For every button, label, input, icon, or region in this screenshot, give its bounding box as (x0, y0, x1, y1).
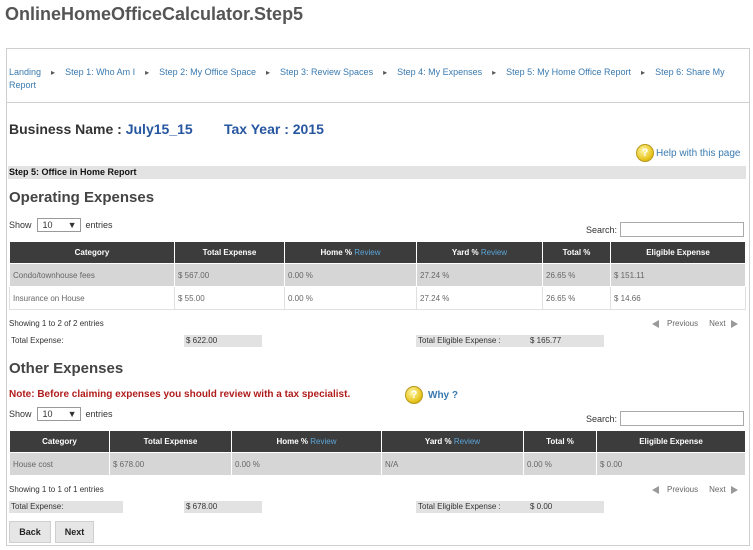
previous-arrow-icon (652, 486, 659, 494)
column-home-label: Home % (276, 437, 309, 446)
column-home-label: Home % (320, 248, 353, 257)
next-arrow-icon (731, 486, 738, 494)
tax-year (224, 121, 324, 137)
column-home-pct[interactable] (285, 242, 417, 264)
breadcrumb-step-6[interactable]: Step 6: Share My Report (9, 67, 725, 90)
breadcrumb-separator-icon: ▸ (383, 68, 388, 77)
next-step-button[interactable]: Next (55, 521, 94, 543)
breadcrumb-separator-icon: ▸ (145, 68, 150, 77)
column-yard-pct[interactable] (417, 242, 543, 264)
total-expense-label: Total Expense: (9, 335, 129, 347)
chevron-down-icon: ▼ (67, 409, 77, 419)
breadcrumb-separator-icon: ▸ (266, 68, 271, 77)
cell-total-pct: 0.00 % (524, 453, 597, 476)
entries-select[interactable] (37, 407, 81, 421)
tax-year-value: 2015 (292, 121, 324, 137)
column-yard-label: Yard % (451, 248, 479, 257)
cell-total-pct: 26.65 % (543, 287, 611, 310)
help-link[interactable] (636, 144, 741, 162)
question-icon: ? (636, 144, 654, 162)
cell-yard-pct: N/A (382, 453, 524, 476)
column-category[interactable]: Category (10, 242, 175, 264)
entries-select[interactable] (37, 218, 81, 232)
column-total-pct[interactable]: Total % (524, 431, 597, 453)
home-review-link[interactable]: Review (310, 437, 337, 446)
search-label: Search: (586, 413, 618, 424)
home-review-link[interactable]: Review (354, 248, 381, 257)
table-header-row (10, 431, 746, 453)
breadcrumb-separator-icon: ▸ (641, 68, 646, 77)
yard-review-link[interactable]: Review (480, 248, 508, 257)
total-eligible-label: Total Eligible Expense : (416, 501, 528, 513)
operating-search (586, 222, 744, 237)
page-title: OnlineHomeOfficeCalculator.Step5 (5, 4, 304, 24)
other-length-control (9, 407, 113, 421)
other-expenses-table (9, 430, 746, 476)
step-header: Step 5: Office in Home Report (8, 166, 746, 179)
previous-arrow-icon (652, 320, 659, 328)
entries-label: entries (85, 409, 113, 419)
total-expense-label: Total Expense: (9, 501, 123, 513)
column-yard-pct[interactable] (382, 431, 524, 453)
business-name (9, 121, 193, 137)
cell-category: House cost (10, 453, 110, 476)
breadcrumb (9, 66, 744, 92)
column-category[interactable]: Category (10, 431, 110, 453)
other-expenses-title: Other Expenses (9, 360, 124, 377)
breadcrumb-step-5[interactable]: Step 5: My Home Office Report (506, 67, 632, 77)
chevron-down-icon: ▼ (67, 220, 77, 230)
cell-total-expense: $ 567.00 (175, 264, 285, 287)
why-link[interactable] (405, 386, 458, 404)
cell-total-pct: 26.65 % (543, 264, 611, 287)
next-button[interactable]: Next (709, 319, 726, 328)
search-input[interactable] (620, 222, 744, 237)
business-name-label: Business Name : (9, 121, 122, 137)
column-total-pct[interactable]: Total % (543, 242, 611, 264)
table-row (10, 287, 746, 310)
back-button[interactable]: Back (9, 521, 51, 543)
cell-home-pct: 0.00 % (285, 264, 417, 287)
column-yard-label: Yard % (424, 437, 452, 446)
previous-button[interactable]: Previous (667, 485, 699, 494)
help-label: Help with this page (656, 147, 741, 159)
table-header-row (10, 242, 746, 264)
entries-value: 10 (42, 409, 53, 419)
total-eligible-value: $ 165.77 (528, 335, 604, 347)
cell-total-expense: $ 55.00 (175, 287, 285, 310)
total-expense-value: $ 678.00 (184, 501, 262, 513)
total-eligible-label: Total Eligible Expense : (416, 335, 528, 347)
cell-home-pct: 0.00 % (285, 287, 417, 310)
next-arrow-icon (731, 320, 738, 328)
breadcrumb-step-3[interactable]: Step 3: Review Spaces (280, 67, 374, 77)
breadcrumb-landing[interactable]: Landing (9, 67, 42, 77)
cell-category: Condo/townhouse fees (10, 264, 175, 287)
yard-review-link[interactable]: Review (453, 437, 481, 446)
previous-button[interactable]: Previous (667, 319, 699, 328)
next-button[interactable]: Next (709, 485, 726, 494)
business-name-value: July15_15 (125, 121, 193, 137)
breadcrumb-step-4[interactable]: Step 4: My Expenses (397, 67, 483, 77)
cell-home-pct: 0.00 % (232, 453, 382, 476)
column-total-expense[interactable]: Total Expense (175, 242, 285, 264)
operating-pagination (652, 319, 738, 328)
breadcrumb-step-1[interactable]: Step 1: Who Am I (65, 67, 136, 77)
column-eligible-expense[interactable]: Eligible Expense (611, 242, 746, 264)
tax-year-label: Tax Year : (224, 121, 289, 137)
total-eligible-value: $ 0.00 (528, 501, 604, 513)
operating-length-control (9, 218, 113, 232)
search-input[interactable] (620, 411, 744, 426)
breadcrumb-step-2[interactable]: Step 2: My Office Space (159, 67, 256, 77)
breadcrumb-separator-icon: ▸ (51, 68, 56, 77)
table-row (10, 453, 746, 476)
divider (7, 102, 749, 103)
entries-value: 10 (42, 220, 53, 230)
cell-total-expense: $ 678.00 (110, 453, 232, 476)
cell-yard-pct: 27.24 % (417, 287, 543, 310)
breadcrumb-separator-icon: ▸ (492, 68, 497, 77)
show-label: Show (9, 409, 32, 419)
table-row (10, 264, 746, 287)
total-expense-value: $ 622.00 (184, 335, 262, 347)
search-label: Search: (586, 224, 618, 235)
cell-category: Insurance on House (10, 287, 175, 310)
cell-eligible-expense: $ 0.00 (597, 453, 746, 476)
column-eligible-expense[interactable]: Eligible Expense (597, 431, 746, 453)
tax-specialist-note: Note: Before claiming expenses you should review with a tax specialist. (9, 389, 351, 400)
other-table-info: Showing 1 to 1 of 1 entries (9, 485, 104, 494)
other-search (586, 411, 744, 426)
cell-eligible-expense: $ 14.66 (611, 287, 746, 310)
entries-label: entries (85, 220, 113, 230)
cell-yard-pct: 27.24 % (417, 264, 543, 287)
column-total-expense[interactable]: Total Expense (110, 431, 232, 453)
operating-expenses-title: Operating Expenses (9, 189, 155, 206)
why-label: Why ? (428, 389, 458, 401)
show-label: Show (9, 220, 32, 230)
question-icon: ? (405, 386, 423, 404)
operating-expenses-table (9, 241, 746, 310)
cell-eligible-expense: $ 151.11 (611, 264, 746, 287)
operating-table-info: Showing 1 to 2 of 2 entries (9, 319, 104, 328)
other-pagination (652, 485, 738, 494)
column-home-pct[interactable] (232, 431, 382, 453)
